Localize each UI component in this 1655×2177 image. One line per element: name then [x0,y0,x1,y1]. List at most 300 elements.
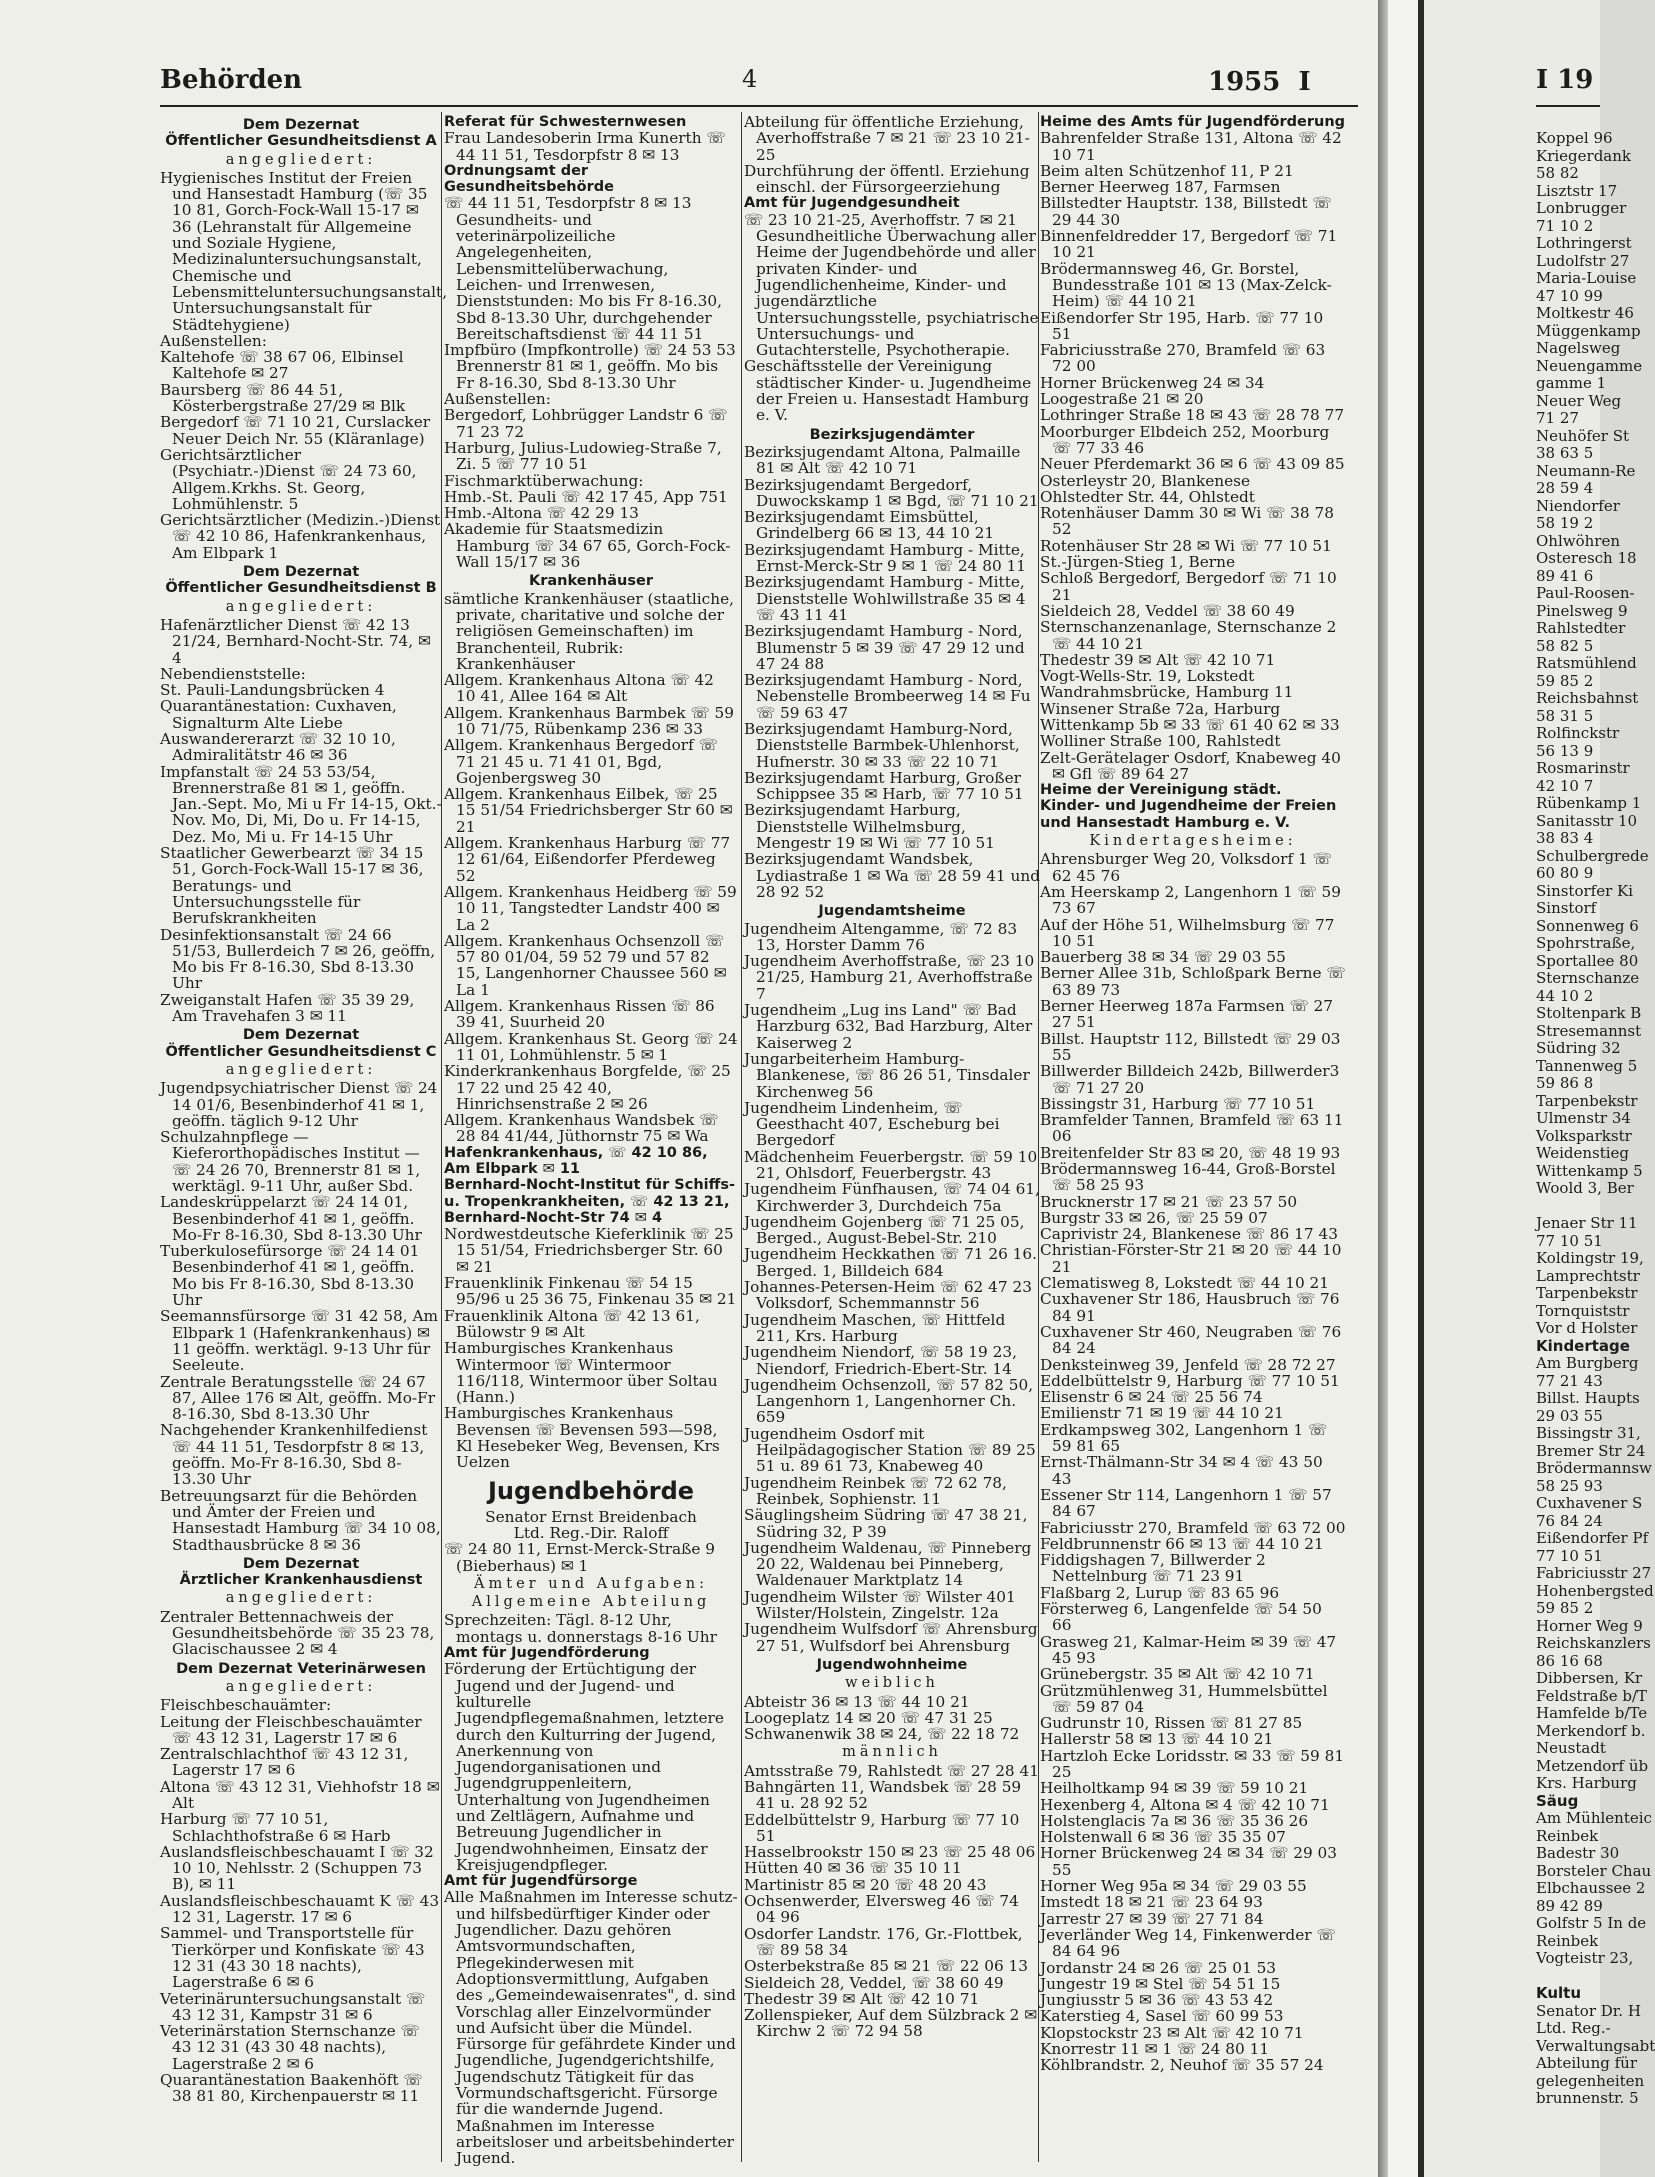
spaced-heading: angegliedert: [225,1678,377,1695]
column-2 [444,114,738,2168]
directory-entry: Jordanstr 24 ✉ 26 ☏ 25 01 53 [1040,1958,1277,1977]
facing-page-line: Koldingstr 19, [1536,1249,1644,1267]
facing-page-line: Lonbrugger [1536,199,1627,217]
directory-entry: Jugendheim Wulfsdorf ☏ Ahrensburg 27 51, Wulfsdorf bei Ahrensburg [744,1620,1038,1655]
entry-heading: Heime des Amts für Jugendförderung [1040,114,1346,130]
department-title: Jugendbehörde [487,1476,695,1505]
directory-entry: Harburg ☏ 77 10 51, Schlachthofstraße 6 ✉ Harb [160,1810,391,1845]
directory-entry: Veterinärstation Sternschanze ☏ 43 12 31 (43 30 48 nachts), Lagerstraße 2 ✉ 6 [160,2022,420,2073]
facing-page-line: Billst. Haupts [1536,1389,1640,1407]
directory-entry: Billwerder Billdeich 242b, Billwerder3 ☏ 71 27 20 [1040,1062,1340,1097]
facing-page-line: Lamprechtstr [1536,1266,1640,1285]
entry-heading: Bernhard-Nocht-Institut für Schiffs- u. Tropenkrankheiten, ☏ 42 13 21, Bernhard-Nocht-Str 74 ✉ 4 [444,1177,736,1226]
header-rule [160,105,1358,107]
facing-page-line: 56 13 9 [1536,741,1594,760]
facing-page-line: Horner Weg 9 [1536,1616,1643,1635]
section-heading: Dem Dezernat Öffentlicher Gesundheitsdienst C [165,1027,437,1060]
directory-entry: Jarrestr 27 ✉ 39 ☏ 27 71 84 [1040,1909,1264,1928]
directory-entry: ☏ 44 11 51, Tesdorpfstr 8 ✉ 13 Gesundheits- und veterinärpolizeiliche Angelegenheiten, Lebensmittelüberwachung, Leichen- und Irrenwesen, Dienststunden: Mo bis Fr 8-16.30, Sbd 8-13.30 Uhr, durchgehender Bereitschaftsdienst ☏ 44 11 51 [444,194,722,343]
directory-entry: Zentralschlachthof ☏ 43 12 31, Lagerstr 17 ✉ 6 [160,1745,409,1780]
column-3 [744,114,1040,2164]
directory-entry: Bezirksjugendamt Hamburg - Nord, Nebenstelle Brombeerweg 14 ✉ Fu ☏ 59 63 47 [744,671,1031,722]
directory-entry: Erdkampsweg 302, Langenhorn 1 ☏ 59 81 65 [1040,1420,1328,1456]
directory-entry: Allgem. Krankenhaus Harburg ☏ 77 12 61/64, Eißendorfer Pferdeweg 52 [444,834,731,885]
spaced-heading: Kindertagesheime: [1089,833,1297,850]
directory-entry: Zentraler Bettennachweis der Gesundheitsbehörde ☏ 35 23 78, Glacischaussee 2 ✉ 4 [160,1607,435,1659]
directory-entry: Osterleystr 20, Blankenese [1040,471,1251,490]
directory-entry: Beim alten Schützenhof 11, P 21 [1040,161,1294,180]
facing-page-line: 38 63 5 [1536,444,1594,462]
facing-page-line: Südring 32 [1536,1039,1621,1057]
facing-page-line: 58 82 5 [1536,636,1594,655]
directory-entry: Jugendheim Fünfhausen, ☏ 74 04 61, Kirchwerder 3, Durchdeich 75a [744,1180,1040,1215]
directory-entry: Billst. Hauptstr 112, Billstedt ☏ 29 03 55 [1040,1029,1341,1064]
page-header [0,65,1378,105]
directory-entry: Bahngärten 11, Wandsbek ☏ 28 59 41 u. 28 92 52 [744,1777,1022,1813]
facing-page-line: Ratsmühlend [1536,654,1637,672]
column-divider [741,112,742,2162]
entry-heading: Hafenkrankenhaus, ☏ 42 10 86, Am Elbpark ✉ 11 [444,1144,708,1177]
facing-page-line: Tarpenbekstr [1536,1284,1638,1302]
directory-entry: Jungestr 19 ✉ Stel ☏ 54 51 15 [1040,1974,1281,1993]
spaced-heading: weiblich [845,1675,939,1692]
section-heading: Dem Dezernat Ärztlicher Krankenhausdienst [179,1555,423,1589]
facing-page-line: Stoltenpark B [1536,1004,1642,1022]
facing-page-line: 59 85 2 [1536,1599,1594,1617]
directory-entry: Zentrale Beratungsstelle ☏ 24 67 87, Allee 176 ✉ Alt, geöffn. Mo-Fr 8-16.30, Sbd 8-13.30 Uhr [160,1372,436,1424]
centered-line: Ltd. Reg.-Dir. Raloff [513,1523,669,1542]
facing-page-line: Sternschanze [1536,969,1640,987]
directory-entry: Cuxhavener Str 460, Neugraben ☏ 76 84 24 [1040,1322,1342,1358]
directory-entry: Emilienstr 71 ✉ 19 ☏ 44 10 21 [1040,1404,1284,1423]
directory-entry: St. Pauli-Landungsbrücken 4 [160,681,385,700]
directory-entry: Akademie für Staatsmedizin Hamburg ☏ 34 67 65, Gorch-Fock-Wall 15/17 ✉ 36 [444,520,731,572]
directory-entry: Martinistr 85 ✉ 20 ☏ 48 20 43 [744,1875,987,1894]
entry-heading: Amt für Jugendförderung [444,1645,650,1662]
directory-entry: Zollenspieker, Auf dem Sülzbrack 2 ✉ Kirchw 2 ☏ 72 94 58 [744,2006,1038,2041]
facing-page-line: Rosmarinstr [1536,759,1630,777]
facing-page-line: Maria-Louise [1536,269,1637,287]
entry-heading: Referat für Schwesternwesen [444,114,687,130]
directory-entry: Desinfektionsanstalt ☏ 24 66 51/53, Bullerdeich 7 ✉ 26, geöffn, Mo bis Fr 8-16.30, Sbd 8-13.30 Uhr [160,925,436,993]
directory-entry: Frauenklinik Altona ☏ 42 13 61, Bülowstr 9 ✉ Alt [444,1306,700,1341]
facing-page-line: Kindertage [1536,1336,1630,1355]
section-heading: Dem Dezernat Veterinärwesen [176,1660,426,1677]
facing-page-line: Am Mühlenteic [1536,1809,1652,1827]
directory-entry: Caprivistr 24, Blankenese ☏ 86 17 43 [1040,1225,1338,1244]
directory-entry: Cuxhavener Str 186, Hausbruch ☏ 76 84 91 [1040,1290,1340,1325]
directory-entry: Harburg, Julius-Ludowieg-Straße 7, Zi. 5 ☏ 77 10 51 [444,438,722,474]
section-heading: Jugendamtsheime [818,903,966,920]
directory-entry: Hmb.-St. Pauli ☏ 42 17 45, App 751 [444,487,728,506]
facing-page-line: Elbchaussee 2 [1536,1879,1646,1897]
facing-page-line: Koppel 96 [1536,129,1613,147]
directory-entry: Alle Maßnahmen im Interesse schutz- und hilfsbedürftiger Kinder oder Jugendlicher. Dazu gehören Amtsvormundschaften, Pflegekinderwesen mit Adoptionsvermittlung, Aufgaben des „Gemeindewaisenrates", d. sind Vorschlag aller Einzelvormünder und Aufsicht über die Mündel. Fürsorge für gefährdete Kinder und Jugendliche, Jugendgerichtshilfe, Jugendschutz Tätigkeit für das Vormundschaftsgericht. Fürsorge für die wandernde Jugend. Maßnahmen im Interesse arbeitsloser und arbeitsbehinderter Jugend. [444,1888,738,2168]
facing-page-line [1536,1968,1606,1986]
directory-entry: Loogestraße 21 ✉ 20 [1040,390,1204,409]
facing-page-line: Verwaltungsabt [1536,2036,1655,2055]
directory-entry: Schulzahnpflege — Kieferorthopädisches Institut — ☏ 24 26 70, Brennerstr 81 ✉ 1, werktägl. 9-11 Uhr, außer Sbd. [160,1128,421,1195]
directory-entry: Tuberkulosefürsorge ☏ 24 14 01 Besenbinderhof 41 ✉ 1, geöffn. Mo bis Fr 8-16.30, Sbd 8-13.30 Uhr [160,1242,420,1310]
directory-entry: Jungarbeiterheim Hamburg-Blankenese, ☏ 86 26 51, Tinsdaler Kirchenweg 56 [744,1049,1030,1101]
directory-entry: Jugendheim Maschen, ☏ Hittfeld 211, Krs. Harburg [744,1310,1006,1345]
spaced-heading: angegliedert: [225,1590,377,1607]
facing-page [1424,0,1655,2177]
facing-page-line: Neustadt [1536,1739,1606,1757]
facing-page-line: Cuxhavener S [1536,1494,1643,1512]
edition-label [1208,67,1311,97]
directory-entry: Thedestr 39 ✉ Alt ☏ 42 10 71 [1040,650,1276,669]
facing-page-line: 86 16 68 [1536,1651,1603,1670]
facing-page-line: Säug [1536,1791,1579,1810]
directory-entry: Johannes-Petersen-Heim ☏ 62 47 23 Volksdorf, Schemmannstr 56 [744,1278,1032,1313]
directory-entry: Jugendheim Lindenheim, ☏ Geesthacht 407, Escheburg bei Bergedorf [744,1098,1000,1150]
directory-entry: Ochsenwerder, Elversweg 46 ☏ 74 04 96 [744,1892,1019,1927]
directory-entry: Hütten 40 ✉ 36 ☏ 35 10 11 [744,1859,962,1878]
facing-page-line: Eißendorfer Pf [1536,1529,1649,1547]
directory-entry: Jugendheim Osdorf mit Heilpädagogischer Station ☏ 89 25 51 u. 89 61 73, Knabeweg 40 [744,1424,1036,1476]
directory-entry: Klopstockstr 23 ✉ Alt ☏ 42 10 71 [1040,2023,1304,2042]
facing-page-line: Feldstraße b/T [1536,1686,1648,1705]
facing-page-line: 89 42 89 [1536,1896,1603,1915]
facing-page-line: Sonnenweg 6 [1536,916,1639,935]
directory-entry: Hallerstr 58 ✉ 13 ☏ 44 10 21 [1040,1730,1274,1749]
facing-page-line: 77 10 51 [1536,1231,1603,1250]
directory-entry: Bezirksjugendamt Harburg, Großer Schippsee 35 ✉ Harb, ☏ 77 10 51 [744,768,1024,804]
directory-entry: Grünebergstr. 35 ✉ Alt ☏ 42 10 71 [1040,1665,1315,1684]
facing-page-line: Paul-Roosen- [1536,584,1635,602]
page-number: 4 [742,65,758,93]
facing-page-line: Sportallee 80 [1536,951,1639,970]
directory-entry: Fischmarktüberwachung: [444,471,644,490]
directory-entry: Försterweg 6, Langenfelde ☏ 54 50 66 [1040,1600,1322,1635]
facing-page-line [1536,1198,1606,1216]
directory-entry: Osterbekstraße 85 ✉ 21 ☏ 22 06 13 [744,1957,1029,1976]
spaced-heading: angegliedert: [225,1061,377,1078]
directory-entry: Allgem. Krankenhaus Barmbek ☏ 59 10 71/75, Rübenkamp 236 ✉ 33 [444,703,734,738]
directory-entry: Billstedter Hauptstr. 138, Billstedt ☏ 29 44 30 [1040,194,1332,229]
directory-entry: sämtliche Krankenhäuser (staatliche, private, charitative und solche der religiösen Gemeinschaften) im Branchenteil, Rubrik: Krankenhäuser [444,589,734,673]
facing-page-line: Rahlstedter [1536,619,1626,637]
directory-entry: Binnenfeldredder 17, Bergedorf ☏ 71 10 21 [1040,227,1338,262]
facing-page-line: Reichsbahnst [1536,689,1639,707]
spaced-heading: Allgemeine Abteilung [471,1594,711,1611]
directory-entry: Bezirksjugendamt Hamburg - Nord, Blumenstr 5 ✉ 39 ☏ 47 29 12 und 47 24 88 [744,622,1025,673]
facing-page-line: 77 10 51 [1536,1546,1603,1565]
facing-page-line: Borsteler Chau [1536,1861,1652,1880]
directory-entry: Wolliner Straße 100, Rahlstedt [1040,732,1281,751]
facing-page-line: Wittenkamp 5 [1536,1161,1643,1180]
directory-entry: Hmb.-Altona ☏ 42 29 13 [444,504,639,523]
directory-entry: Jugendheim Wilster ☏ Wilster 401 Wilster/Holstein, Zingelstr. 12a [744,1587,1016,1623]
directory-entry: Allgem. Krankenhaus Wandsbek ☏ 28 84 41/44, Jüthornstr 75 ✉ Wa [444,1111,719,1146]
facing-page-line: 60 80 9 [1536,864,1594,882]
directory-entry: Feldbrunnenstr 66 ✉ 13 ☏ 44 10 21 [1040,1534,1324,1553]
directory-entry: Eißendorfer Str 195, Harb. ☏ 77 10 51 [1040,308,1324,343]
column-divider [441,112,442,2162]
directory-entry: Seemannsfürsorge ☏ 31 42 58, Am Elbpark 1 (Hafenkrankenhaus) ✉ 11 geöffn. werktägl. 9-13 Uhr für Seeleute. [160,1307,439,1375]
column-divider [1038,112,1039,2162]
directory-entry: Veterinäruntersuchungsanstalt ☏ 43 12 31, Kampstr 31 ✉ 6 [160,1989,426,2024]
directory-entry: Jungiusstr 5 ✉ 36 ☏ 43 53 42 [1040,1991,1274,2010]
facing-page-line: Neumann-Re [1536,461,1636,480]
directory-entry: Gerichtsärztlicher (Psychiatr.-)Dienst ☏ 24 73 60, Allgem.Krkhs. St. Georg, Lohmühlenstr. 5 [160,445,417,513]
spaced-heading: männlich [842,1744,942,1761]
facing-page-line: 89 41 6 [1536,566,1594,585]
facing-page-line: Moltkestr 46 [1536,304,1634,322]
spaced-heading: angegliedert: [225,598,377,615]
facing-page-line: Hamfelde b/Te [1536,1704,1648,1722]
facing-page-line: Merkendorf b. [1536,1721,1646,1740]
entry-heading: Ordnungsamt der Gesundheitsbehörde [444,162,614,196]
facing-page-line: 58 82 [1536,164,1579,182]
section-heading: Krankenhäuser [529,573,653,590]
directory-entry: Jugendheim Ochsenzoll, ☏ 57 82 50, Langenhorn 1, Langenhorner Ch. 659 [744,1375,1034,1427]
directory-entry: Jugendheim Reinbek ☏ 72 62 78, Reinbek, Sophienstr. 11 [744,1473,1007,1508]
directory-entry: Bahrenfelder Straße 131, Altona ☏ 42 10 71 [1040,129,1342,164]
directory-entry: Brödermannsweg 46, Gr. Borstel, Bundesstraße 101 ✉ 13 (Max-Zelck-Heim) ☏ 44 10 21 [1040,259,1332,311]
directory-entry: Impfanstalt ☏ 24 53 53/54, Brennerstraße 81 ✉ 1, geöffn. Jan.-Sept. Mo, Mi u Fr 14-15, Okt.-Nov. Mo, Di, Mi, Do u. Fr 14-15, Dez. Mo, Mi u. Fr 14-15 Uhr [160,762,442,846]
facing-page-line: Tannenweg 5 [1536,1056,1638,1075]
directory-entry: Katerstieg 4, Sasel ☏ 60 99 53 [1040,2007,1284,2026]
facing-page-line: Tornquiststr [1536,1301,1630,1320]
directory-entry: Sammel- und Transportstelle für Tierkörper und Konfiskate ☏ 43 12 31 (43 30 18 nachts), Lagerstraße 6 ✉ 6 [160,1924,425,1992]
directory-entry: Clematisweg 8, Lokstedt ☏ 44 10 21 [1040,1274,1330,1293]
facing-page-line: Müggenkamp [1536,321,1641,340]
facing-page-line: Sanitasstr 10 [1536,811,1638,830]
directory-entry: Impfbüro (Impfkontrolle) ☏ 24 53 53 Brennerstr 81 ✉ 1, geöffn. Mo bis Fr 8-16.30, Sbd 8-13.30 Uhr [444,341,736,392]
directory-entry: Lothringer Straße 18 ✉ 43 ☏ 28 78 77 [1040,406,1345,425]
directory-entry: Hexenberg 4, Altona ✉ 4 ☏ 42 10 71 [1040,1795,1330,1814]
directory-entry: Zweiganstalt Hafen ☏ 35 39 29, Am Travehafen 3 ✉ 11 [160,990,415,1026]
directory-entry: Bezirksjugendamt Hamburg - Mitte, Ernst-Merck-Str 9 ✉ 1 ☏ 24 80 11 [744,540,1027,576]
directory-entry: Durchführung der öffentl. Erziehung einschl. der Fürsorgeerziehung [744,161,1030,197]
facing-page-line: Weidenstieg [1536,1144,1630,1162]
directory-entry: Sternschanzenanlage, Sternschanze 2 ☏ 44 10 21 [1040,618,1337,653]
directory-entry: Bezirksjugendamt Hamburg-Nord, Dienststelle Barmbek-Uhlenhorst, Hufnerstr. 30 ✉ 33 ☏ 22 10 71 [744,719,1020,771]
directory-entry: Förderung der Ertüchtigung der Jugend und der Jugend- und kulturelle Jugendpflegemaßnahmen, letztere durch den Kulturring der Jugend, Anerkennung von Jugendorganisationen und Jugendgruppenleitern, Unterhaltung von Jugendheimen und Zeltlägern, Aufnahme und Betreuung Jugendlicher in Jugendwohnheimen, Einsatz der Kreisjugendpfleger. [444,1660,724,1874]
facing-page-line: 38 83 4 [1536,829,1594,847]
facing-page-line: 77 21 43 [1536,1371,1603,1390]
facing-page-line: 58 31 5 [1536,706,1594,725]
directory-entry: ☏ 23 10 21-25, Averhoffstr. 7 ✉ 21 Gesundheitliche Überwachung aller Heime der Jugendbehörde und aller privaten Kinder- und Jugendlichenheime, Kinder- und jugendärztliche Untersuchungsstelle, psychiatrische Untersuchungs- und Gutachterstelle, Psychotherapie. [744,210,1039,360]
facing-page-line: Woold 3, Ber [1536,1179,1634,1197]
directory-entry: Bauerberg 38 ✉ 34 ☏ 29 03 55 [1040,948,1286,967]
directory-entry: Ohlstedter Str. 44, Ohlstedt [1040,487,1255,506]
directory-entry: Bergedorf ☏ 71 10 21, Curslacker Neuer Deich Nr. 55 (Kläranlage) [160,413,431,448]
directory-entry: Hamburgisches Krankenhaus Wintermoor ☏ Wintermoor 116/118, Wintermoor über Soltau (Hann.) [444,1339,718,1407]
directory-entry: Zelt-Gerätelager Osdorf, Knabeweg 40 ✉ Gfl ☏ 89 64 27 [1040,748,1341,783]
directory-entry: Berner Allee 31b, Schloßpark Berne ☏ 63 89 73 [1040,964,1346,999]
entry-heading: Amt für Jugendgesundheit [744,195,960,212]
directory-entry: Allgem. Krankenhaus Ochsenzoll ☏ 57 80 01/04, 59 52 79 und 57 82 15, Langenhorner Chaussee 560 ✉ La 1 [444,931,727,999]
facing-page-line: Vogteistr 23, [1536,1949,1634,1967]
directory-entry: Allgem. Krankenhaus Eilbek, ☏ 25 15 51/54 Friedrichsberger Str 60 ✉ 21 [444,785,733,836]
centered-line: Senator Ernst Breidenbach [485,1507,697,1526]
directory-entry: Auswandererarzt ☏ 32 10 10, Admiralitätstr 46 ✉ 36 [160,729,396,765]
entry-heading: Amt für Jugendfürsorge [444,1873,638,1890]
directory-entry: Imstedt 18 ✉ 21 ☏ 23 64 93 [1040,1893,1263,1912]
directory-entry: Bramfelder Tannen, Bramfeld ☏ 63 11 06 [1040,1111,1344,1146]
facing-page-line: Dibbersen, Kr [1536,1669,1643,1687]
directory-entry: Jeverländer Weg 14, Finkenwerder ☏ 84 64 96 [1040,1925,1336,1961]
directory-entry: Brödermannsweg 16-44, Groß-Borstel ☏ 58 25 93 [1040,1160,1336,1195]
directory-entry: Kaltehofe ☏ 38 67 06, Elbinsel Kaltehofe ✉ 27 [160,348,404,383]
directory-entry: Bezirksjugendamt Altona, Palmaille 81 ✉ Alt ☏ 42 10 71 [744,442,1021,478]
directory-entry: Bezirksjugendamt Hamburg - Mitte, Dienststelle Wohlwillstraße 35 ✉ 4 ☏ 43 11 41 [744,573,1026,624]
facing-page-line: Reinbek [1536,1826,1599,1845]
facing-page-line: Ulmenstr 34 [1536,1109,1631,1127]
directory-entry: Elisenstr 6 ✉ 24 ☏ 25 56 74 [1040,1388,1263,1407]
directory-entry: Horner Brückenweg 24 ✉ 34 [1040,373,1265,392]
directory-entry: Bissingstr 31, Harburg ☏ 77 10 51 [1040,1094,1316,1113]
directory-entry: Thedestr 39 ✉ Alt ☏ 42 10 71 [744,1989,980,2008]
directory-entry: Jugendheim Altengamme, ☏ 72 83 13, Horster Damm 76 [744,919,1018,954]
facing-page-line: Tarpenbekstr [1536,1091,1638,1110]
facing-page-line: Lisztstr 17 [1536,181,1618,200]
facing-page-line: Ludolfstr 27 [1536,251,1630,270]
directory-entry: Allgem. Krankenhaus St. Georg ☏ 24 11 01, Lohmühlenstr. 5 ✉ 1 [444,1029,738,1064]
directory-entry: Auf der Höhe 51, Wilhelmsburg ☏ 77 10 51 [1040,915,1335,950]
directory-entry: Mädchenheim Feuerbergstr. ☏ 59 10 21, Ohlsdorf, Feuerbergstr. 43 [744,1147,1038,1182]
facing-page-line: Ohlwöhren [1536,531,1620,550]
directory-entry: Jugendheim Averhoffstraße, ☏ 23 10 21/25, Hamburg 21, Averhoffstraße 7 [744,952,1035,1003]
directory-entry: Amtsstraße 79, Rahlstedt ☏ 27 28 41 [744,1761,1039,1780]
directory-entry: Allgem. Krankenhaus Altona ☏ 42 10 41, Allee 164 ✉ Alt [444,671,714,706]
facing-page-line: Schulbergrede [1536,846,1649,865]
directory-entry: Neuer Pferdemarkt 36 ✉ 6 ☏ 43 09 85 [1040,455,1345,474]
facing-page-line: Sinstorf [1536,899,1597,917]
directory-entry: Moorburger Elbdeich 252, Moorburg ☏ 77 33 46 [1040,422,1330,457]
directory-entry: Bezirksjugendamt Eimsbüttel, Grindelberg 66 ✉ 13, 44 10 21 [744,508,995,543]
directory-entry: Nachgehender Krankenhilfedienst ☏ 44 11 51, Tesdorpfstr 8 ✉ 13, geöffn. Mo-Fr 8-16.30, Sbd 8-13.30 Uhr [160,1421,428,1489]
directory-entry: Essener Str 114, Langenhorn 1 ☏ 57 84 67 [1040,1485,1332,1521]
directory-entry: Köhlbrandstr. 2, Neuhof ☏ 35 57 24 [1040,2056,1324,2075]
directory-entry: Rotenhäuser Damm 30 ✉ Wi ☏ 38 78 52 [1040,504,1334,539]
facing-page-line: Senator Dr. H [1536,2001,1641,2020]
facing-page-line: Rübenkamp 1 [1536,794,1642,812]
directory-entry: Fabriciusstr 270, Bramfeld ☏ 63 72 00 [1040,1518,1346,1537]
facing-page-line: 58 19 2 [1536,514,1594,532]
facing-page-line: 29 03 55 [1536,1406,1603,1425]
directory-entry: Hasselbrookstr 150 ✉ 23 ☏ 25 48 06 [744,1843,1036,1862]
facing-page-line: Am Burgberg [1536,1354,1639,1372]
directory-entry: Nordwestdeutsche Kieferklinik ☏ 25 15 51/54, Friedrichsberger Str. 60 ✉ 21 [444,1225,734,1276]
facing-page-line: 71 10 2 [1536,216,1594,235]
directory-entry: Eddelbüttelstr 9, Harburg ☏ 77 10 51 [1040,1371,1340,1390]
directory-entry: ☏ 24 80 11, Ernst-Merck-Straße 9 (Bieberhaus) ✉ 1 [444,1540,716,1575]
facing-page-line: 59 85 2 [1536,671,1594,690]
directory-entry: Betreuungsarzt für die Behörden und Ämter der Freien und Hansestadt Hamburg ☏ 34 10 08, Stadthausbrücke 8 ✉ 36 [160,1486,441,1554]
edition-volume: I [1298,67,1311,97]
facing-page-line: Bissingstr 31, [1536,1424,1641,1442]
directory-entry: Knorrestr 11 ✉ 1 ☏ 24 80 11 [1040,2040,1270,2059]
spaced-heading: Ämter und Aufgaben: [474,1575,708,1592]
facing-page-line: gamme 1 [1536,374,1607,392]
facing-page-line: Bremer Str 24 [1536,1441,1646,1460]
facing-page-line: Kultu [1536,1984,1582,2002]
directory-entry: Jugendpsychiatrischer Dienst ☏ 24 14 01/6, Besenbinderhof 41 ✉ 1, geöffn. täglich 9-12 Uhr [160,1079,438,1130]
directory-entry: Hartzloh Ecke Loridsstr. ✉ 33 ☏ 59 81 25 [1040,1746,1345,1781]
facing-page-line: 47 10 99 [1536,286,1603,305]
directory-entry: Bezirksjugendamt Wandsbek, Lydiastraße 1 ✉ Wa ☏ 28 59 41 und 28 92 52 [744,850,1041,901]
facing-page-line: Jenaer Str 11 [1536,1214,1638,1232]
directory-entry: Osdorfer Landstr. 176, Gr.-Flottbek, ☏ 89 58 34 [744,1924,1023,1959]
facing-page-line: Fabriciusstr 27 [1536,1564,1652,1582]
directory-entry: Außenstellen: [444,390,551,409]
facing-page-line: Golfstr 5 In de [1536,1914,1647,1932]
directory-entry: Berner Heerweg 187a Farmsen ☏ 27 27 51 [1040,997,1334,1032]
directory-entry: Auslandsfleischbeschauamt I ☏ 32 10 10, Nehlsstr. 2 (Schuppen 73 B), ✉ 11 [160,1842,434,1894]
directory-entry: Abteistr 36 ✉ 13 ☏ 44 10 21 [744,1692,970,1711]
directory-entry: Ahrensburger Weg 20, Volksdorf 1 ☏ 62 45 76 [1040,850,1332,885]
facing-page-line: Kriegerdank [1536,146,1631,165]
directory-entry: Holstenglacis 7a ✉ 36 ☏ 35 36 26 [1040,1811,1309,1830]
directory-entry: Jugendheim Niendorf, ☏ 58 19 23, Niendorf, Friedrich-Ebert-Str. 14 [744,1343,1017,1378]
section-heading: Dem Dezernat Öffentlicher Gesundheitsdienst B [165,564,437,597]
facing-page-line: Reinbek [1536,1931,1599,1950]
facing-page-line: 71 27 [1536,409,1579,427]
facing-page-line: Pinelsweg 9 [1536,601,1628,620]
section-title: Behörden [160,65,303,95]
directory-entry: Fiddigshagen 7, Billwerder 2 Nettelnburg ☏ 71 23 91 [1040,1551,1266,1586]
directory-entry: Bezirksjugendamt Harburg, Dienststelle Wilhelmsburg, Mengestr 19 ✉ Wi ☏ 77 10 51 [744,801,995,853]
directory-entry: Quarantänestation Baakenhöft ☏ 38 81 80, Kirchenpauerstr ✉ 11 [160,2071,423,2106]
directory-entry: Eddelbüttelstr 9, Harburg ☏ 77 10 51 [744,1810,1020,1845]
section-heading: Dem Dezernat Öffentlicher Gesundheitsdienst A [165,117,437,150]
facing-page-line: brunnenstr. 5 [1536,2089,1639,2107]
facing-page-line: Vor d Holster [1536,1319,1638,1337]
directory-entry: Altona ☏ 43 12 31, Viehhofstr 18 ✉ Alt [160,1777,440,1812]
directory-entry: Fleischbeschauämter: [160,1696,332,1715]
facing-page-line: Spohrstraße, [1536,934,1636,952]
directory-entry: Wittenkamp 5b ✉ 33 ☏ 61 40 62 ✉ 33 [1040,715,1340,734]
directory-entry: Hygienisches Institut der Freien und Hansestadt Hamburg (☏ 35 10 81, Gorch-Fock-Wall 15-17 ✉ 36 (Lehranstalt für Allgemeine und Soziale Hygiene, Medizinaluntersuchungsanstalt, Chemische und Lebensmitteluntersuchungsanstalt, Untersuchungsanstalt für Städtehygiene) [160,168,448,334]
directory-entry: Heilholtkamp 94 ✉ 39 ☏ 59 10 21 [1040,1779,1309,1798]
directory-entry: Sieldeich 28, Veddel ☏ 38 60 49 [1040,601,1295,620]
directory-entry: Gerichtsärztlicher (Medizin.-)Dienst ☏ 42 10 86, Hafenkrankenhaus, Am Elbpark 1 [160,511,441,562]
directory-entry: Berner Heerweg 187, Farmsen [1040,178,1281,197]
directory-entry: Jugendheim „Lug ins Land" ☏ Bad Harzburg 632, Bad Harzburg, Alter Kaiserweg 2 [744,1001,1033,1052]
directory-entry: Grützmühlenweg 31, Hummelsbüttel ☏ 59 87 04 [1040,1681,1328,1716]
book-gutter [1388,0,1418,2177]
entry-heading: Heime der Vereinigung städt. Kinder- und Jugendheime der Freien und Hansestadt Hamburg e. V. [1040,782,1337,831]
directory-entry: Ernst-Thälmann-Str 34 ✉ 4 ☏ 43 50 43 [1040,1453,1323,1488]
directory-entry: Allgem. Krankenhaus Rissen ☏ 86 39 41, Suurheid 20 [444,997,715,1032]
directory-entry: Säuglingsheim Südring ☏ 47 38 21, Südring 32, P 39 [744,1506,1028,1541]
directory-entry: Allgem. Krankenhaus Bergedorf ☏ 71 21 45 u. 71 41 01, Bgd, Gojenbergsweg 30 [444,736,718,787]
directory-entry: Landeskrüppelarzt ☏ 24 14 01, Besenbinderhof 41 ✉ 1, geöffn. Mo-Fr 8-16.30, Sbd 8-13.30 Uhr [160,1193,422,1244]
directory-entry: Quarantänestation: Cuxhaven, Signalturm Alte Liebe [160,697,397,732]
directory-entry: Schloß Bergedorf, Bergedorf ☏ 71 10 21 [1040,569,1337,604]
facing-page-line: Krs. Harburg [1536,1774,1637,1792]
directory-entry: Leitung der Fleischbeschauämter ☏ 43 12 31, Lagerstr 17 ✉ 6 [160,1712,422,1747]
facing-page-line: Abteilung für [1536,2054,1638,2072]
facing-page-line: Niendorfer [1536,496,1620,515]
facing-page-line: Metzendorf üb [1536,1756,1649,1775]
directory-entry: Breitenfelder Str 83 ✉ 20, ☏ 48 19 93 [1040,1143,1341,1162]
directory-entry: Kinderkrankenhaus Borgfelde, ☏ 25 17 22 und 25 42 40, Hinrichsenstraße 2 ✉ 26 [444,1062,731,1113]
facing-page-line: Osteresch 18 [1536,549,1637,567]
page-edge-shadow [1378,0,1388,2177]
directory-entry: Hamburgisches Krankenhaus Bevensen ☏ Bevensen 593—598, Kl Hesebeker Weg, Bevensen, Krs Uelzen [444,1404,720,1472]
directory-entry: Flaßbarg 2, Lurup ☏ 83 65 96 [1040,1583,1280,1602]
facing-page-line: 42 10 7 [1536,776,1594,795]
facing-page-line: Stresemannst [1536,1021,1642,1040]
facing-page-line: Badestr 30 [1536,1844,1620,1862]
directory-entry: Fabriciusstraße 270, Bramfeld ☏ 63 72 00 [1040,341,1326,376]
column-4 [1040,114,1346,2164]
